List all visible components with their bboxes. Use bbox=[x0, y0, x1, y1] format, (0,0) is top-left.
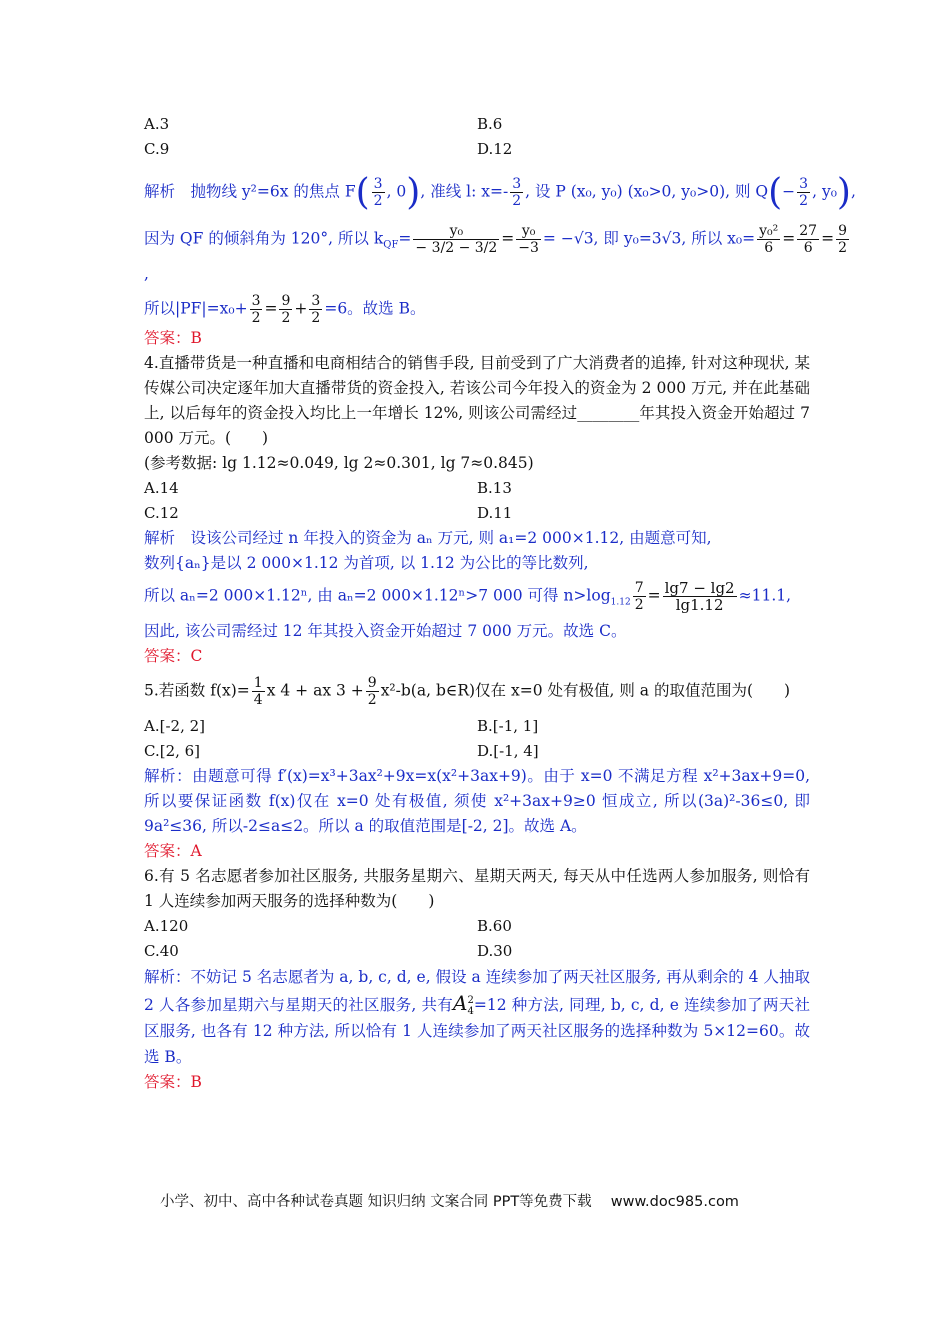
q4-option-c: C.12 bbox=[144, 503, 179, 522]
q5-stem: 5.若函数 f(x)= $\frac{1}{4}$ x 4 + ax 3 + $\frac{9}{2}$ x²-b(a, b∈R)仅在 x=0 处有极值, 则 a 的取值范围为( ) bbox=[144, 675, 791, 709]
q3-option-d: D.12 bbox=[477, 140, 513, 158]
q4-option-a: A.14 bbox=[144, 478, 179, 497]
fraction: $\frac{1}{4}$ bbox=[253, 675, 263, 709]
q4-analysis-2: 数列{aₙ}是以 2 000×1.12 为首项, 以 1.12 为公比的等比数列, bbox=[144, 553, 589, 572]
fraction: $\frac{\text{y₀}}{-3}$ bbox=[518, 223, 539, 256]
q4-options bbox=[144, 476, 810, 526]
page-footer: 小学、初中、高中各种试卷真题 知识归纳 文案合同 PPT等免费下载 www.doc985.com bbox=[160, 1194, 739, 1210]
fraction: $\frac{3}{2}$ bbox=[373, 176, 383, 209]
q6-option-b: B.60 bbox=[477, 917, 512, 936]
q3-option-a: A.3 bbox=[144, 115, 170, 133]
fraction: $\frac{\text{y₀}}{- 3/2 - 3/2}$ bbox=[415, 223, 498, 256]
q6-options bbox=[144, 914, 810, 964]
q5-analysis: 解析：由题意可得 f′(x)=x³+3ax²+9x=x(x²+3ax+9)。由于 x=0 不满足方程 x²+3ax+9=0, 所以要保证函数 f(x)仅在 x=0 处有极值, 须使 x²+3ax+9≥0 恒成立, 所以(3a)²-36≤0, 即 9a²≤36, 所以-2≤a≤2。所以 a 的取值范围是[-2, 2]。故选 A。 bbox=[144, 767, 810, 836]
q4-analysis-4: 因此, 该公司需经过 12 年其投入资金开始超过 7 000 万元。故选 C。 bbox=[144, 622, 627, 641]
q6-stem: 6.有 5 名志愿者参加社区服务, 共服务星期六、星期天两天, 每天从中任选两人参加服务, 则恰有 1 人连续参加两天服务的选择种数为( ) bbox=[144, 867, 810, 911]
q3-option-b: B.6 bbox=[477, 115, 503, 133]
q3-answer: 答案：B bbox=[144, 328, 202, 347]
fraction: $\frac{9}{2}$ bbox=[281, 292, 291, 326]
fraction: $\frac{\text{y₀²}}{6}$ bbox=[759, 223, 779, 256]
q3-analysis-line4: 所以|PF|=x₀+ $\frac{3}{2}$ = $\frac{9}{2}$ + $\frac{3}{2}$ =6。故选 B。 bbox=[144, 292, 426, 326]
q3-analysis-line2: 因为 QF 的倾斜角为 120°, 所以 $k_{QF}=$ $\frac{\text{y₀}}{- 3/2 - 3/2}$ = $\frac{\text{y₀}}{-3}$ = −√3, 即 y₀=3√3, 所以 x₀= $\frac{\text{y₀²}}{6}$ = $\frac{27}{6}$ = $\frac{9}{2}$ bbox=[144, 223, 848, 256]
q6-option-d: D.30 bbox=[477, 942, 513, 961]
q4-stem: 4.直播带货是一种直播和电商相结合的销售手段, 目前受到了广大消费者的追捧, 针对这种现状, 某传媒公司决定逐年加大直播带货的资金投入, 若该公司今年投入的资金为 2 000 万元, 并在此基础上, 以后每年的资金投入均比上一年增长 12%, 则该公司需经过________年其投入资金开始超过 7 000 万元。( ) bbox=[144, 353, 810, 447]
q4-option-b: B.13 bbox=[477, 478, 512, 497]
q3-analysis-line3: , bbox=[144, 264, 149, 283]
q5-option-d: D.[-1, 4] bbox=[477, 742, 539, 761]
fraction: $\frac{27}{6}$ bbox=[799, 223, 818, 256]
q4-analysis-3: 所以 aₙ=2 000×1.12ⁿ, 由 aₙ=2 000×1.12ⁿ>7 000 可得 $n>\log_{1.12}$ $\frac{7}{2}$ = $\frac{\lg 7 - \lg 2}{\lg 1.12}$ ≈11.1, bbox=[144, 578, 792, 614]
q5-answer: 答案：A bbox=[144, 842, 202, 861]
fraction: $\frac{3}{2}$ bbox=[799, 176, 809, 209]
q6-option-c: C.40 bbox=[144, 942, 179, 961]
q5-option-b: B.[-1, 1] bbox=[477, 717, 539, 736]
document-page bbox=[144, 112, 856, 1095]
q3-option-c: C.9 bbox=[144, 140, 170, 158]
fraction: $\frac{9}{2}$ bbox=[367, 675, 377, 709]
q6-analysis: 解析：不妨记 5 名志愿者为 a, b, c, d, e, 假设 a 连续参加了两天社区服务, 再从剩余的 4 人抽取 2 人各参加星期六与星期天的社区服务, 共有A 2 4 =12 种方法, 同理, b, c, d, e 连续参加了两天社区服务, 也各有 12 种方法, 所以恰有 1 人连续参加了两天社区服务的选择种数为 5×12=60。故选 B。 bbox=[144, 968, 810, 1067]
q5-options bbox=[144, 714, 810, 764]
q3-options bbox=[144, 112, 810, 162]
fraction: $\frac{\lg 7 - \lg 2}{\lg 1.12}$ bbox=[664, 578, 735, 614]
q5-option-a: A.[-2, 2] bbox=[144, 717, 205, 736]
q4-option-d: D.11 bbox=[477, 503, 513, 522]
q4-analysis-1: 解析 设该公司经过 n 年投入的资金为 aₙ 万元, 则 a₁=2 000×1.12, 由题意可知, bbox=[144, 528, 712, 547]
q3-analysis-line1: 解析 抛物线 y²=6x 的焦点 F( $\frac{3}{2}$ , 0), 准线 l: x=- $\frac{3}{2}$ , 设 P (x₀, y₀) (x₀>0, y₀>0), 则 Q(− $\frac{3}{2}$ , y₀), bbox=[144, 172, 856, 213]
q5-option-c: C.[2, 6] bbox=[144, 742, 201, 761]
q6-option-a: A.120 bbox=[144, 917, 189, 936]
fraction: $\frac{9}{2}$ bbox=[838, 223, 848, 256]
fraction: $\frac{7}{2}$ bbox=[634, 579, 644, 613]
q6-answer: 答案：B bbox=[144, 1073, 202, 1092]
fraction: $\frac{3}{2}$ bbox=[251, 292, 261, 326]
q4-reference: (参考数据: lg 1.12≈0.049, lg 2≈0.301, lg 7≈0.845) bbox=[144, 453, 534, 472]
q4-answer: 答案：C bbox=[144, 647, 203, 666]
fraction: $\frac{3}{2}$ bbox=[512, 176, 522, 209]
fraction: $\frac{3}{2}$ bbox=[311, 292, 321, 326]
